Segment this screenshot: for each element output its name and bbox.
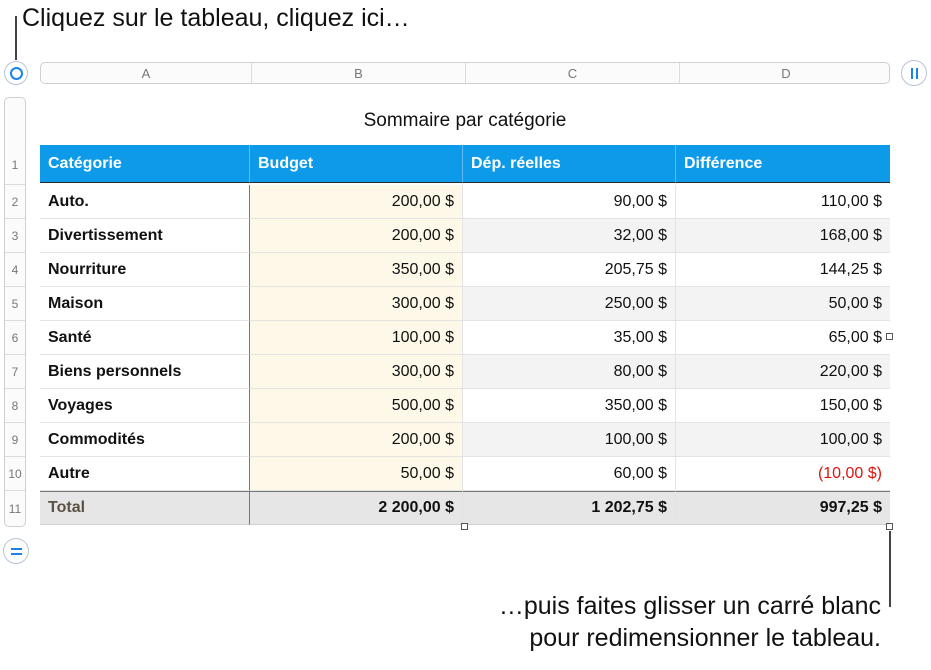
table-row — [40, 321, 890, 355]
budget-cell[interactable]: 300,00 $ — [250, 287, 463, 321]
callout-bottom-line-1: …puis faites glisser un carré blanc — [498, 592, 881, 620]
row-header-9[interactable]: 9 — [5, 422, 25, 456]
difference-cell[interactable]: 110,00 $ — [676, 185, 890, 219]
table-title[interactable]: Sommaire par catégorie — [363, 110, 567, 131]
column-header-c[interactable]: C — [466, 63, 680, 83]
budget-cell[interactable]: 50,00 $ — [250, 457, 463, 491]
category-cell[interactable]: Biens personnels — [40, 355, 250, 389]
budget-cell[interactable]: 100,00 $ — [250, 321, 463, 355]
row-header-1[interactable]: 1 — [11, 158, 19, 172]
row-header-8[interactable]: 8 — [5, 388, 25, 422]
table-row — [40, 355, 890, 389]
difference-cell[interactable]: (10,00 $) — [676, 457, 890, 491]
callout-top-leader — [15, 16, 17, 60]
table-row — [40, 219, 890, 253]
column-header-d[interactable]: D — [781, 65, 791, 81]
table-header-row — [40, 145, 890, 183]
category-cell[interactable]: Nourriture — [40, 253, 250, 287]
budget-cell[interactable]: 300,00 $ — [250, 355, 463, 389]
category-cell[interactable]: Auto. — [40, 185, 250, 219]
resize-right-square-icon[interactable] — [886, 333, 893, 340]
actual-cell[interactable]: 80,00 $ — [463, 355, 676, 389]
column-header-a[interactable]: A — [41, 63, 252, 83]
row-header-7[interactable]: 7 — [5, 354, 25, 388]
actual-cell[interactable]: 100,00 $ — [463, 423, 676, 457]
total-actual-cell[interactable]: 1 202,75 $ — [463, 491, 676, 525]
category-cell[interactable]: Autre — [40, 457, 250, 491]
handle-bar — [916, 68, 918, 79]
category-cell[interactable]: Divertissement — [40, 219, 250, 253]
row-handle-icon[interactable] — [3, 538, 29, 564]
difference-cell[interactable]: 65,00 $ — [676, 321, 890, 355]
table-row — [40, 457, 890, 491]
header-cell[interactable]: Budget — [250, 145, 463, 183]
circle-dot-icon — [10, 67, 23, 80]
callout-top: Cliquez sur le tableau, cliquez ici… — [22, 4, 410, 32]
row-header-6[interactable]: 6 — [5, 320, 25, 354]
resize-corner-square-icon[interactable] — [886, 523, 893, 530]
callout-bottom-leader — [889, 531, 891, 607]
actual-cell[interactable]: 90,00 $ — [463, 185, 676, 219]
table-row — [40, 423, 890, 457]
table-row — [40, 185, 890, 219]
row-header-2[interactable]: 2 — [5, 184, 25, 218]
category-cell[interactable]: Commodités — [40, 423, 250, 457]
header-cell[interactable]: Dép. réelles — [463, 145, 676, 183]
actual-cell[interactable]: 35,00 $ — [463, 321, 676, 355]
handle-bar — [11, 553, 22, 555]
actual-cell[interactable]: 250,00 $ — [463, 287, 676, 321]
row-header-10[interactable]: 10 — [5, 456, 25, 490]
difference-cell[interactable]: 150,00 $ — [676, 389, 890, 423]
table-row — [40, 253, 890, 287]
budget-cell[interactable]: 200,00 $ — [250, 219, 463, 253]
header-cell[interactable]: Différence — [676, 145, 890, 183]
table-row — [40, 389, 890, 423]
handle-bar — [11, 548, 22, 550]
actual-cell[interactable]: 350,00 $ — [463, 389, 676, 423]
row-reference-bar — [4, 97, 26, 527]
difference-cell[interactable]: 168,00 $ — [676, 219, 890, 253]
difference-cell[interactable]: 144,25 $ — [676, 253, 890, 287]
column-handle-icon[interactable] — [901, 60, 927, 86]
difference-cell[interactable]: 220,00 $ — [676, 355, 890, 389]
category-cell[interactable]: Maison — [40, 287, 250, 321]
actual-cell[interactable]: 205,75 $ — [463, 253, 676, 287]
category-cell[interactable]: Santé — [40, 321, 250, 355]
difference-cell[interactable]: 50,00 $ — [676, 287, 890, 321]
column-header-b[interactable]: B — [252, 63, 466, 83]
row-header-3[interactable]: 3 — [5, 218, 25, 252]
table-total-row — [40, 491, 890, 525]
callout-bottom — [499, 590, 881, 654]
budget-cell[interactable]: 200,00 $ — [250, 423, 463, 457]
actual-cell[interactable]: 32,00 $ — [463, 219, 676, 253]
table-row — [40, 287, 890, 321]
budget-cell[interactable]: 350,00 $ — [250, 253, 463, 287]
header-cell[interactable]: Catégorie — [40, 145, 250, 183]
row-header-11[interactable]: 11 — [5, 490, 25, 526]
row-header-5[interactable]: 5 — [5, 286, 25, 320]
callout-bottom-line-2: pour redimensionner le tableau. — [529, 624, 881, 652]
total-label-cell[interactable]: Total — [40, 491, 250, 525]
difference-cell[interactable]: 100,00 $ — [676, 423, 890, 457]
budget-cell[interactable]: 500,00 $ — [250, 389, 463, 423]
actual-cell[interactable]: 60,00 $ — [463, 457, 676, 491]
handle-bar — [911, 68, 913, 79]
table-select-circle-icon[interactable] — [4, 61, 28, 85]
column-reference-bar — [40, 62, 890, 84]
budget-cell[interactable]: 200,00 $ — [250, 185, 463, 219]
total-difference-cell[interactable]: 997,25 $ — [676, 491, 890, 525]
category-cell[interactable]: Voyages — [40, 389, 250, 423]
total-budget-cell[interactable]: 2 200,00 $ — [250, 491, 463, 525]
resize-bottom-square-icon[interactable] — [461, 523, 468, 530]
row-header-4[interactable]: 4 — [5, 252, 25, 286]
